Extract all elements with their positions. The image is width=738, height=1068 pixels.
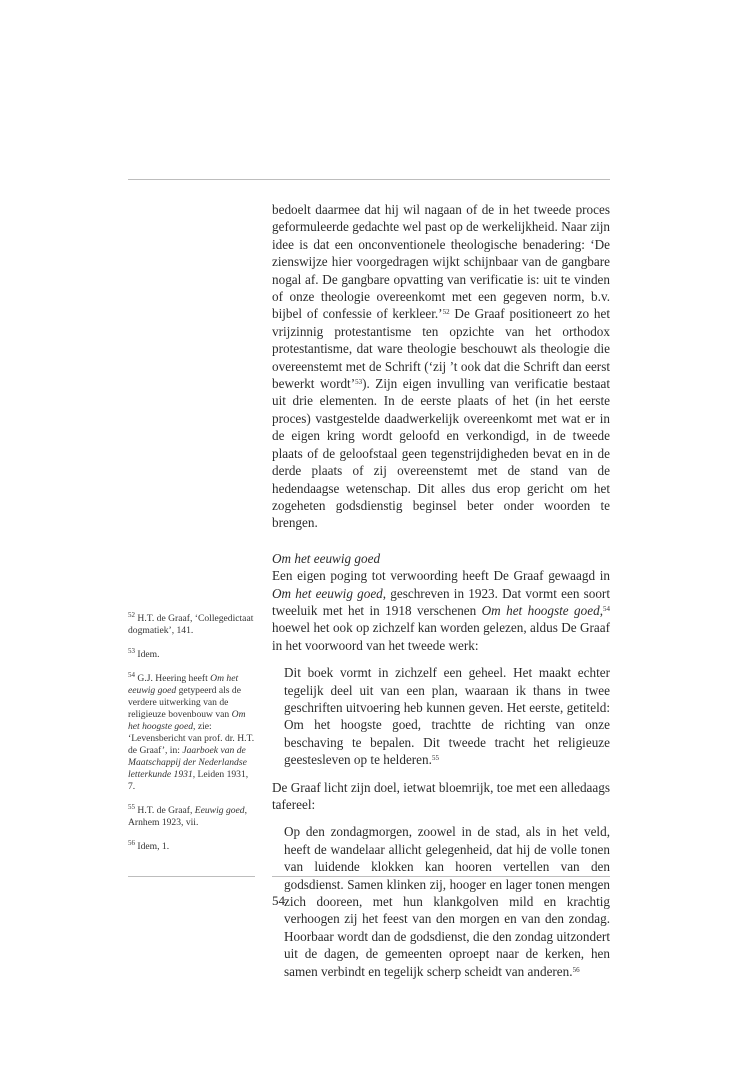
page-number: 54 xyxy=(272,893,285,908)
footnote-52: $^{52}$ H.T. de Graaf, ‘Collegedictaat dogmatiek’, 141. xyxy=(128,611,254,636)
main-text xyxy=(272,201,610,990)
section-heading: Om het eeuwig goed xyxy=(272,550,381,566)
footnote-rule xyxy=(128,876,255,877)
footnote-54: $^{54}$ G.J. Heering heeft Om het eeuwig goed getypeerd als de verdere uitwerking van de religieuze bovenbouw van Om het hoogste goed, zie: ‘Levensbericht van prof. dr. H.T. de Graaf’, in: Jaarboek van de Maatschappij der Nederlandse letterkunde 1931, Leiden 1931, 7. xyxy=(128,671,255,792)
footnote-56: $^{56}$ Idem, 1. xyxy=(128,839,170,852)
footnote-53: $^{53}$ Idem. xyxy=(128,647,160,660)
paragraph-3: De Graaf licht zijn doel, ietwat bloemrijk, toe met een alledaags tafereel: xyxy=(272,779,610,812)
paragraph-1: bedoelt daarmee dat hij wil nagaan of de in het tweede proces geformuleerde gedachte wel past op de werkelijkheid. Naar zijn idee is dat een onconventionele theologische benadering: ‘De zienswijze hier voorgedragen wijkt schijnbaar van de gangbare nogal af. De gangbare opvatting van verificatie is: uit te vinden of onze theologie overeenkomt met een gegeven norm, b.v. bijbel of confessie of kerkleer.’$^{52}$ De Graaf positioneert zo het vrijzinnig protestantisme ten opzichte van het orthodox protestantisme, dat ware theologie beschouwt als theologie die overeenstemt met de Schrift (‘zij ’t ook dat die Schrift dan eerst bewerkt wordt’$^{53}$). Zijn eigen invulling van verificatie bestaat uit drie elementen. In de eerste plaats of het (in het eerste proces) vastgestelde daadwerkelijk overeenkomt met wat er in de eigen kring wordt geloofd en verkondigd, in de tweede plaats of de geloofstaal geen tegenstrijdigheden bevat en in de derde plaats of zij overeenstemt met de stand van de hedendaagse wetenschap. Dit alles dus erop gericht om het zogeheten godsdienstig beginsel beter onder woorden te brengen. xyxy=(272,202,610,531)
block-quote-1: Dit boek vormt in zichzelf een geheel. Het maakt echter tegelijk deel uit van een plan, waaraan ik thans in twee geschriften uitvoering heb kunnen geven. Het eerste, getiteld: Om het hoogste goed, trachtte de richting van onze beschaving te bepalen. Dit tweede tracht het religieuze geestesleven op te helderen.$^{55}$ xyxy=(284,665,610,768)
footnote-ref-56[interactable]: 56 xyxy=(572,965,580,974)
footnote-ref-55[interactable]: 55 xyxy=(431,754,439,763)
block-quote-2: Op den zondagmorgen, zoowel in de stad, als in het veld, heeft de wandelaar allicht gelegenheid, dat hij de volle tonen van luidende klokken kan hooren vertellen van den godsdienst. Samen klinken zij, hooger en lager tonen mengen zich dooreen, met hun klankgolven mild en krachtig verhoogen zij het feest van den morgen en van den zondag. Hoorbaar wordt dan de godsdienst, die den zondag uitzondert uit de dagen, de gemeenten oproept naar de kerken, hen samen verbindt en tegelijk scherp scheidt van anderen.$^{56}$ xyxy=(284,824,610,979)
footnote-ref-54[interactable]: 54 xyxy=(602,604,610,613)
bottom-rule xyxy=(272,876,610,877)
footnote-ref-53[interactable]: 53 xyxy=(355,378,363,387)
footnotes xyxy=(128,613,256,865)
footnote-55: $^{55}$ H.T. de Graaf, Eeuwig goed, Arnhem 1923, vii. xyxy=(128,803,247,828)
top-rule xyxy=(128,179,610,180)
paragraph-2: Een eigen poging tot verwoording heeft De Graaf gewaagd in Om het eeuwig goed, geschreven in 1923. Dat vormt een soort tweeluik met het in 1918 verschenen Om het hoogste goed,$^{54}$ hoewel het ook op zichzelf kan worden gelezen, aldus De Graaf in het voorwoord van het tweede werk: xyxy=(272,568,610,653)
footnote-ref-52[interactable]: 52 xyxy=(442,308,450,317)
